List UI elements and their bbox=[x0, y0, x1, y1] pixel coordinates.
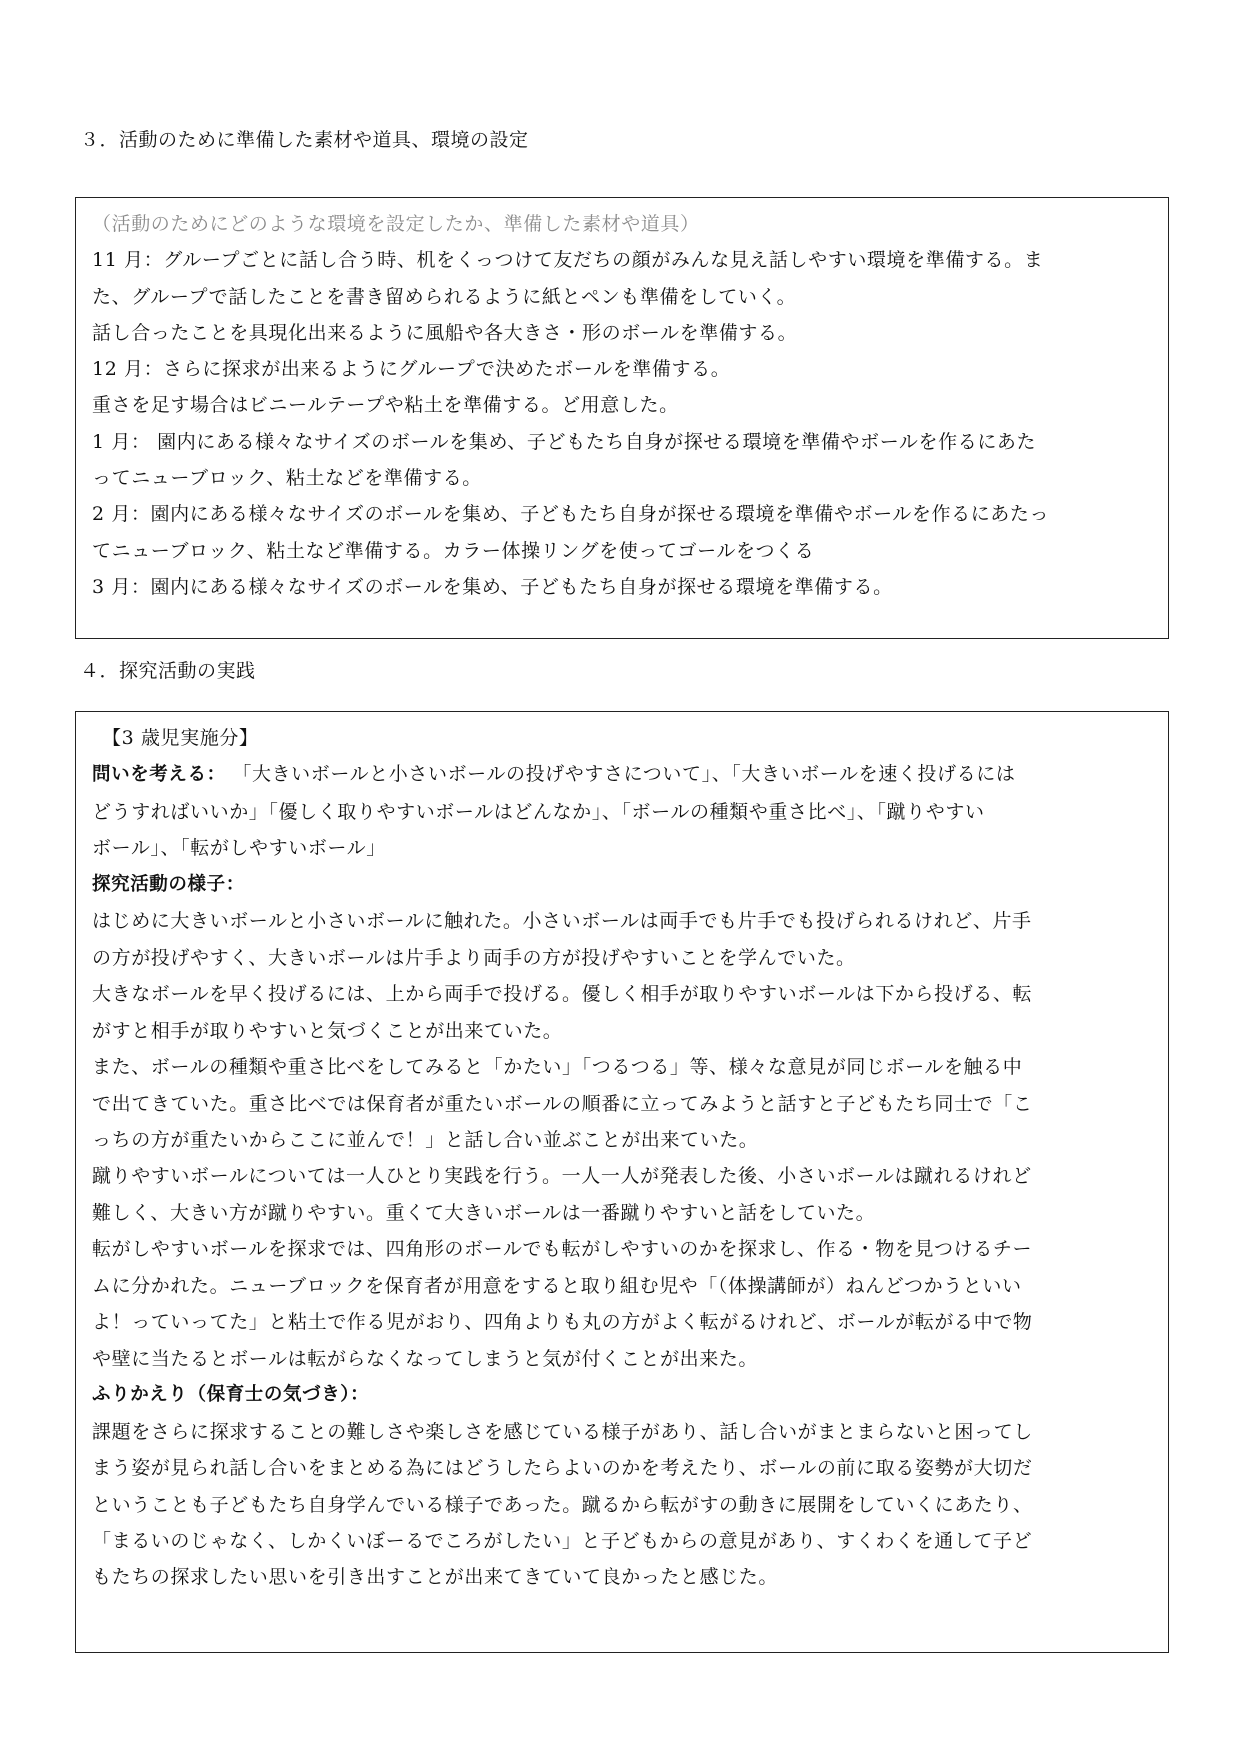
question-line: ボール」、「転がしやすいボール」 bbox=[92, 837, 386, 860]
activity-line: 難しく、大きい方が蹴りやすい。重くて大きいボールは一番蹴りやすいと話をしていた。 bbox=[92, 1201, 876, 1224]
section-3-heading: ３．活動のために準備した素材や道具、環境の設定 bbox=[80, 129, 529, 151]
activity-line: 転がしやすいボールを探求では、四角形のボールでも転がしやすいのかを探求し、作る・物を見つけるチー bbox=[92, 1238, 1033, 1261]
reflection-line: まう姿が見られ話し合いをまとめる為にはどうしたらよいのかを考えたり、ボールの前に取る姿勢が大切だ bbox=[92, 1457, 1033, 1480]
reflection-line: 「まるいのじゃなく、しかくいぼーるでころがしたい」と子どもからの意見があり、すくわくを通して子ど bbox=[92, 1529, 1033, 1552]
section-4-heading: ４．探究活動の実践 bbox=[80, 660, 256, 682]
section-3-line: てニューブロック、粘土など準備する。カラー体操リングを使ってゴールをつくる bbox=[92, 539, 815, 562]
question-line bbox=[92, 756, 1154, 793]
activity-line: や壁に当たるとボールは転がらなくなってしまうと気が付くことが出来た。 bbox=[92, 1347, 759, 1370]
activity-line: で出てきていた。重さ比べでは保育者が重たいボールの順番に立ってみようと話すと子どもたち同士で「こ bbox=[92, 1092, 1033, 1115]
section-3-line: 3 月：園内にある様々なサイズのボールを集め、子どもたち自身が探せる環境を準備する。 bbox=[92, 575, 893, 598]
activity-line: がすと相手が取りやすいと気づくことが出来ていた。 bbox=[92, 1019, 563, 1042]
section-3-box bbox=[75, 197, 1169, 639]
activity-line: よ！っていってた」と粘土で作る児がおり、四角よりも丸の方がよく転がるけれど、ボールが転がる中で物 bbox=[92, 1311, 1033, 1334]
section-3-line: 2 月：園内にある様々なサイズのボールを集め、子どもたち自身が探せる環境を準備やボールを作るにあたっ bbox=[92, 503, 1050, 526]
question-line: どうすればいいか」「優しく取りやすいボールはどんなか」、「ボールの種類や重さ比べ」、「蹴りやすい bbox=[92, 800, 985, 823]
section-3-line: 話し合ったことを具現化出来るように風船や各大きさ・形のボールを準備する。 bbox=[92, 321, 798, 344]
section-3-line: ってニューブロック、粘土などを準備する。 bbox=[92, 467, 482, 490]
age-group-tag: 【3 歳児実施分】 bbox=[102, 727, 259, 749]
activity-line: ムに分かれた。ニューブロックを保育者が用意をすると取り組む児や「（体操講師が）ねんどつかうといい bbox=[92, 1274, 1022, 1297]
reflection-line: ということも子どもたち自身学んでいる様子であった。蹴るから転がすの動きに展開をしていくにあたり、 bbox=[92, 1493, 1033, 1516]
activity-line: また、ボールの種類や重さ比べをしてみると「かたい」「つるつる」等、様々な意見が同じボールを触る中 bbox=[92, 1056, 1023, 1079]
section-3-line: 1 月： 園内にある様々なサイズのボールを集め、子どもたち自身が探せる環境を準備やボールを作るにあた bbox=[92, 430, 1037, 453]
activity-line: の方が投げやすく、大きいボールは片手より両手の方が投げやすいことを学んでいた。 bbox=[92, 946, 856, 969]
section-3-line: た、グループで話したことを書き留められるように紙とペンも準備をしていく。 bbox=[92, 285, 797, 308]
reflection-line: もたちの探求したい思いを引き出すことが出来てきていて良かったと感じた。 bbox=[92, 1566, 779, 1589]
section-3-line: 重さを足す場合はビニールテープや粘土を準備する。ど用意した。 bbox=[92, 394, 679, 417]
activity-line: っちの方が重たいからここに並んで！」と話し合い並ぶことが出来ていた。 bbox=[92, 1128, 759, 1151]
question-text: 「大きいボールと小さいボールの投げやすさについて」、「大きいボールを速く投げるには bbox=[225, 763, 1016, 786]
section-4-box bbox=[75, 711, 1169, 1653]
section-3-line: 12 月：さらに探求が出来るようにグループで決めたボールを準備する。 bbox=[92, 358, 731, 381]
activity-line: 蹴りやすいボールについては一人ひとり実践を行う。一人一人が発表した後、小さいボールは蹴れるけれど bbox=[92, 1165, 1032, 1188]
activity-line: はじめに大きいボールと小さいボールに触れた。小さいボールは両手でも片手でも投げられるけれど、片手 bbox=[92, 910, 1032, 933]
activity-line: 大きなボールを早く投げるには、上から両手で投げる。優しく相手が取りやすいボールは下から投げる、転 bbox=[92, 983, 1033, 1006]
section-3-line: 11 月：グループごとに話し合う時、机をくっつけて友だちの顔がみんな見え話しやすい環境を準備する。ま bbox=[92, 249, 1044, 272]
reflection-label: ふりかえり（保育士の気づき）： bbox=[92, 1384, 370, 1406]
question-label: 問いを考える： bbox=[92, 764, 226, 786]
reflection-line: 課題をさらに探求することの難しさや楽しさを感じている様子があり、話し合いがまとまらないと困ってし bbox=[92, 1420, 1033, 1443]
activity-label: 探究活動の様子： bbox=[92, 873, 245, 895]
section-3-hint: （活動のためにどのような環境を設定したか、準備した素材や道具） bbox=[92, 213, 700, 235]
